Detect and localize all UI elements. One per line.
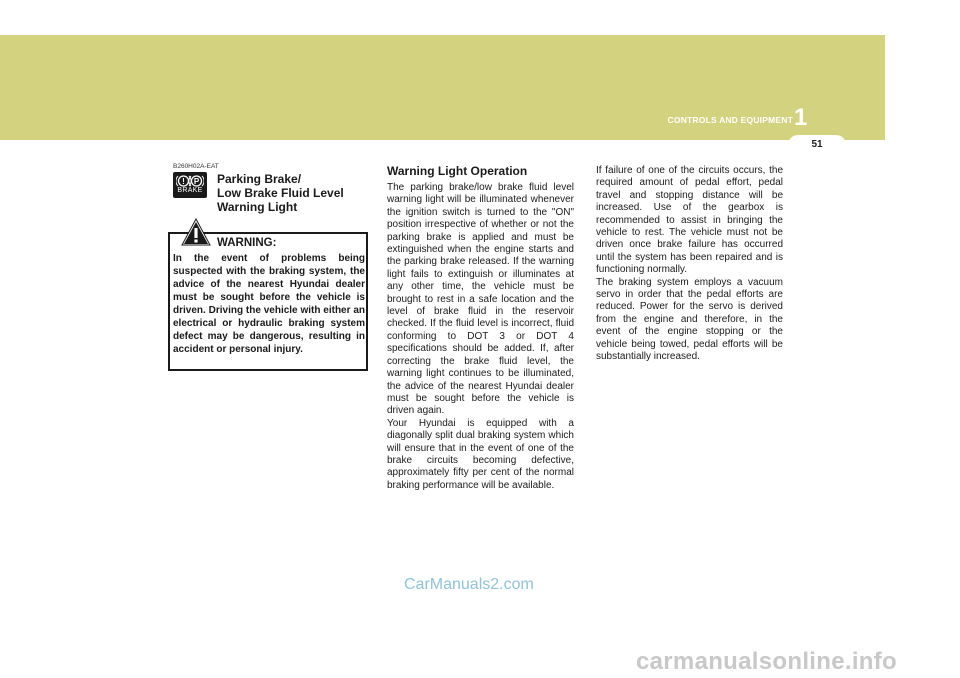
svg-text:P: P [193, 177, 200, 186]
brake-circle-icon [176, 174, 204, 188]
middle-paragraph-1: The parking brake/low brake fluid level warning light will be illuminated whenever the ignition switch is turned to the "ON" position irrespective of whether or not the parking brake is applied and must be extinguished when the engine starts and the parking brake released. If the warning light fails to extinguish or illuminates at any other time, the vehicle must be brought to rest in a safe location and the level of brake fluid in the reservoir checked. If the fluid level is incorrect, fluid conforming to DOT 3 or DOT 4 specifications should be added. If, after correcting the brake fluid level, the warning light continues to be illuminated, the advice of the nearest Hyundai dealer must be sought before the vehicle is driven again. [387, 182, 574, 417]
reference-code: B260H02A-EAT [173, 163, 219, 170]
right-paragraph-2: The braking system employs a vacuum servo in order that the pedal efforts are reduced. Power for the servo is derived from the engine and therefore, in the event of the engine stopping or the vehicle being towed, pedal efforts will be substantially increased. [596, 276, 783, 363]
warning-text: In the event of problems being suspected with the braking system, the advice of the nearest Hyundai dealer must be sought before the vehicle is driven. Driving the vehicle with either an electrical or hydraulic braking system defect may be dangerous, resulting in accident or personal injury. [173, 253, 365, 355]
section-title: CONTROLS AND EQUIPMENT [667, 115, 793, 125]
right-body [596, 165, 783, 364]
middle-body [387, 182, 574, 492]
brake-warning-icon [173, 172, 207, 198]
heading-line-1: Parking Brake/ [217, 172, 302, 186]
page-number: 51 [788, 135, 846, 153]
left-heading [217, 172, 367, 214]
watermark-carmanuals2[interactable]: CarManuals2.com [404, 576, 534, 593]
section-number: 1 [794, 104, 808, 131]
middle-heading: Warning Light Operation [387, 164, 528, 178]
heading-line-2: Low Brake Fluid Level [217, 186, 344, 200]
watermark-carmanualsonline[interactable]: carmanualsonline.info [636, 648, 898, 675]
brake-icon-label: BRAKE [177, 187, 203, 194]
warning-triangle-icon [181, 218, 211, 246]
warning-title: WARNING: [217, 237, 277, 249]
svg-text:!: ! [182, 177, 185, 186]
heading-line-3: Warning Light [217, 200, 298, 214]
middle-paragraph-2: Your Hyundai is equipped with a diagonally split dual braking system which will ensure that in the event of one of the brake circuits becoming defective, approximately fifty per cent of the normal braking performance will be available. [387, 417, 574, 491]
right-paragraph-1: If failure of one of the circuits occurs, the required amount of pedal effort, pedal travel and stopping distance will be increased. Use of the gearbox is recommended to assist in bringing the vehicle to rest. The vehicle must not be driven once brake failure has occurred until the system has been repaired and is functioning normally. [596, 165, 783, 276]
